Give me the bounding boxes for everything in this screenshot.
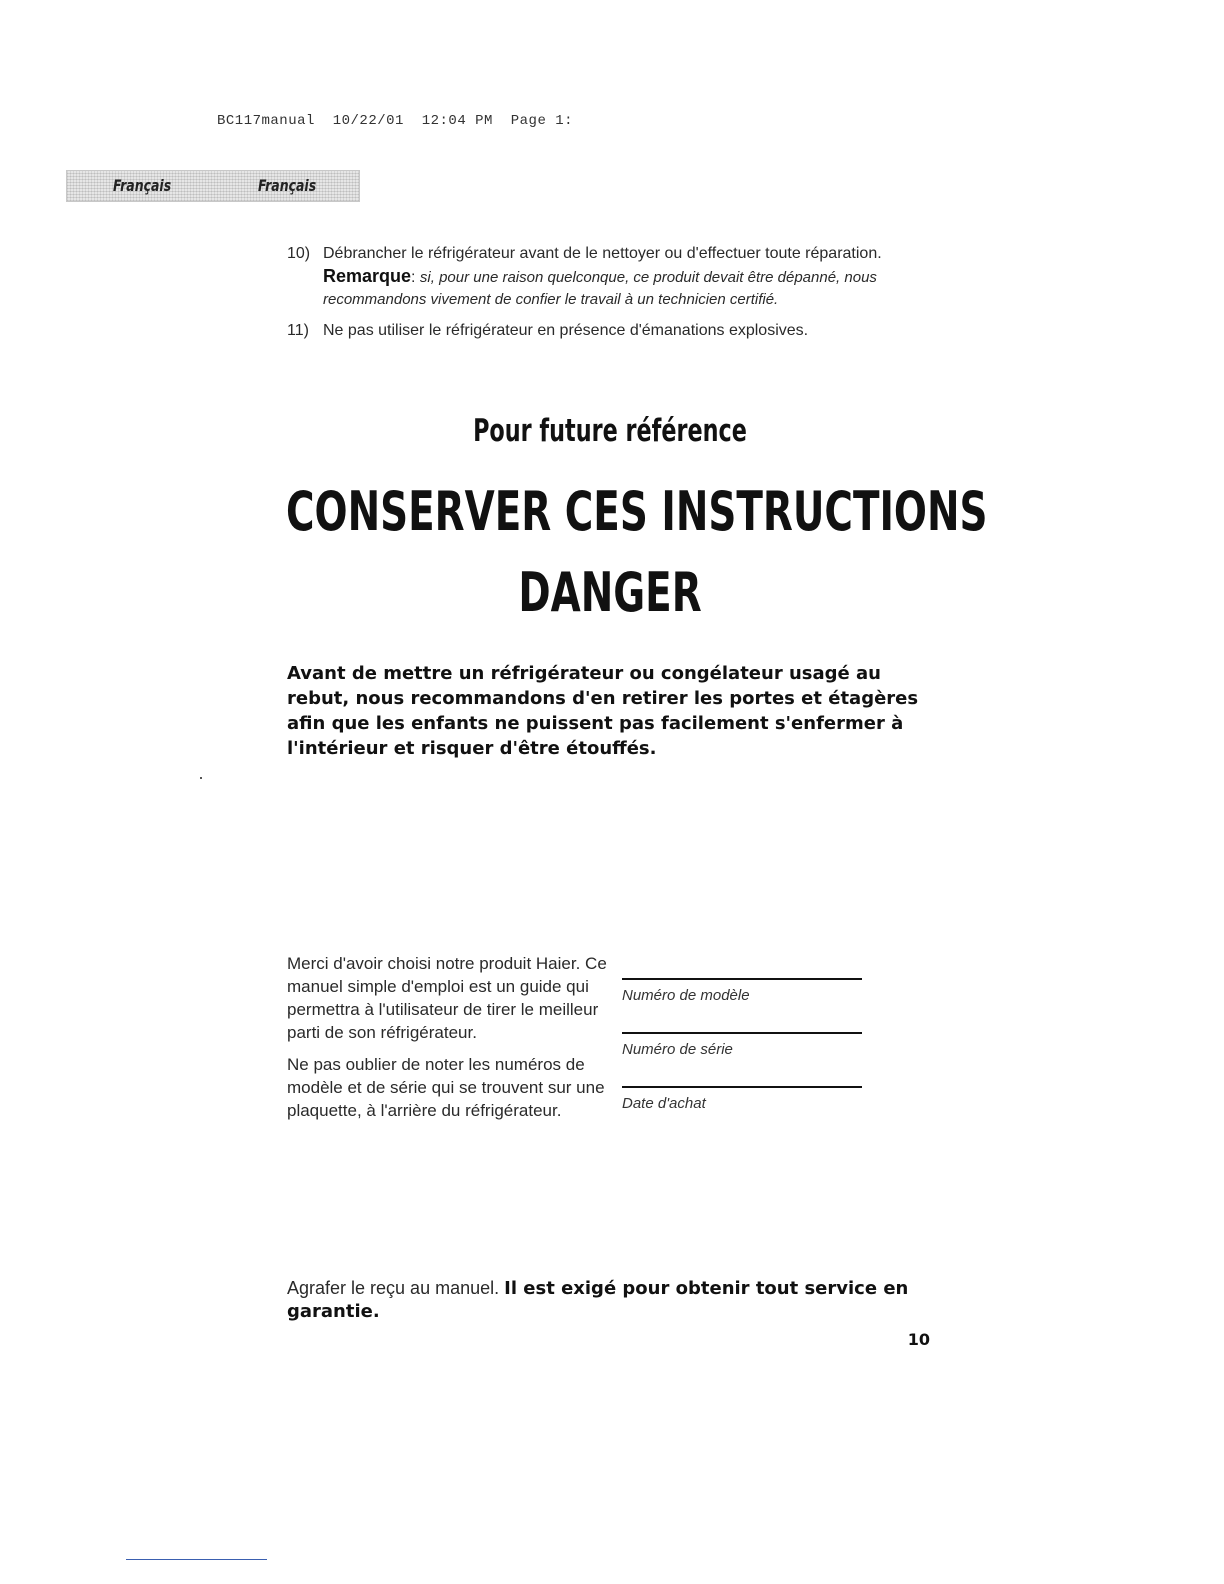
language-label-right: Français	[258, 176, 317, 195]
print-mark	[200, 777, 202, 779]
safety-list	[287, 243, 927, 351]
list-number: 10)	[287, 245, 311, 262]
serial-number-field: Numéro de série	[622, 1032, 862, 1058]
footer-rule	[126, 1559, 267, 1560]
staple-receipt-note	[287, 1277, 947, 1323]
model-number-field: Numéro de modèle	[622, 978, 862, 1004]
record-numbers-paragraph: Ne pas oublier de noter les numéros de modèle et de série qui se trouvent sur une plaquette, à l'arrière du réfrigérateur.	[287, 1055, 605, 1120]
thanks-paragraph: Merci d'avoir choisi notre produit Haier. Ce manuel simple d'emploi est un guide qui permettra à l'utilisateur de tirer le meilleur parti de son réfrigérateur.	[287, 954, 607, 1042]
page-number: 10	[907, 1330, 930, 1349]
remark-colon: :	[411, 269, 420, 286]
remark-label: Remarque	[323, 266, 412, 286]
list-item-11	[287, 320, 927, 342]
future-reference-heading: Pour future référence	[473, 413, 747, 449]
remark-text: si, pour une raison quelconque, ce produit devait être dépanné, nous recommandons vivement de confier le travail à un technicien certifié.	[323, 269, 877, 308]
warranty-requirement-text: Il est exigé pour obtenir tout service en garantie.	[287, 1278, 909, 1322]
purchase-date-field: Date d'achat	[622, 1086, 862, 1112]
staple-text: Agrafer le reçu au manuel.	[287, 1278, 500, 1298]
language-label-left: Français	[113, 176, 172, 195]
language-tab	[66, 170, 360, 202]
danger-warning-text: Avant de mettre un réfrigérateur ou congélateur usagé au rebut, nous recommandons d'en retirer les portes et étagères afin que les enfants ne puissent pas facilement s'enfermer à l'intérieur et risquer d'être étouffés.	[287, 663, 919, 759]
print-slug: BC117manual 10/22/01 12:04 PM Page 1:	[217, 113, 574, 129]
danger-heading: DANGER	[518, 561, 702, 624]
list-number: 11)	[287, 322, 309, 339]
thanks-section	[287, 952, 607, 1131]
list-item-text: Ne pas utiliser le réfrigérateur en présence d'émanations explosives.	[323, 322, 809, 339]
keep-instructions-heading: CONSERVER CES INSTRUCTIONS	[286, 480, 988, 543]
list-item-text: Débrancher le réfrigérateur avant de le nettoyer ou d'effectuer toute réparation.	[323, 245, 882, 262]
list-item-10	[287, 243, 927, 311]
